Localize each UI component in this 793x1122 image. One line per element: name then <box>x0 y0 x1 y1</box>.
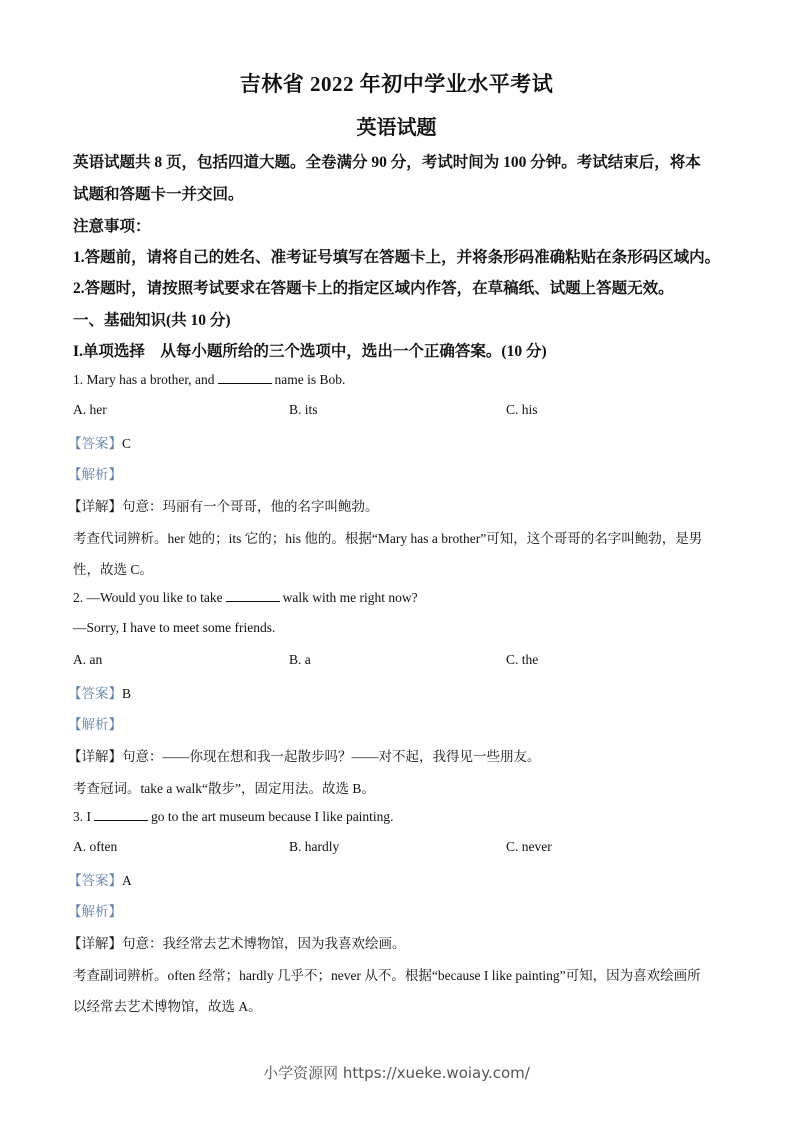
detail-meaning: 句意：我经常去艺术博物馆，因为我喜欢绘画。 <box>122 936 406 951</box>
question-stem-after: go to the art museum because I like painting. <box>151 809 394 824</box>
question-3-analysis-label: 【解析】 <box>68 904 122 919</box>
note-item-1: 1.答题前，请将自己的姓名、准考证号填写在答题卡上，并将条形码准确粘贴在条形码区域内。 <box>73 249 721 266</box>
question-stem-after: name is Bob. <box>274 372 346 387</box>
question-stem-after: walk with me right now? <box>282 590 418 605</box>
section-heading: 一、基础知识(共 10 分) <box>73 312 231 329</box>
question-1-option-a: A. her <box>73 402 107 417</box>
question-2-detail <box>68 745 541 765</box>
question-2-stem-line-2: —Sorry, I have to meet some friends. <box>73 620 276 635</box>
answer-value: B <box>122 686 132 701</box>
question-3-explanation-line-1: 考查副词辨析。often 经常；hardly 几乎不；never 从不。根据“because I like painting”可知，因为喜欢绘画所 <box>73 968 701 983</box>
question-3-answer <box>68 869 132 889</box>
note-item-2: 2.答题时，请按照考试要求在答题卡上的指定区域内作答，在草稿纸、试题上答题无效。 <box>73 280 674 297</box>
answer-label: 【答案】 <box>68 436 122 451</box>
question-2-stem <box>73 589 418 606</box>
question-3-stem <box>73 808 394 825</box>
detail-meaning: 句意：——你现在想和我一起散步吗？——对不起，我得见一些朋友。 <box>122 749 541 764</box>
answer-blank <box>218 371 272 384</box>
question-1-analysis-label: 【解析】 <box>68 467 122 482</box>
question-2-explanation-line-1: 考查冠词。take a walk“散步”，固定用法。故选 B。 <box>73 781 375 796</box>
question-3-explanation-line-2: 以经常去艺术博物馆，故选 A。 <box>73 999 262 1014</box>
answer-blank <box>226 589 280 602</box>
answer-label: 【答案】 <box>68 873 122 888</box>
question-2-option-b: B. a <box>289 652 311 667</box>
question-1-answer <box>68 432 131 452</box>
detail-meaning: 句意：玛丽有一个哥哥，他的名字叫鲍勃。 <box>122 499 379 514</box>
question-stem-before: 3. I <box>73 809 91 824</box>
intro-line-1: 英语试题共 8 页，包括四道大题。全卷满分 90 分，考试时间为 100 分钟。考试结束后，将本 <box>73 154 701 171</box>
exam-subtitle: 英语试题 <box>356 117 437 139</box>
question-2-answer <box>68 682 131 702</box>
question-1-detail <box>68 495 379 515</box>
question-1-option-b: B. its <box>289 402 318 417</box>
part-heading: I.单项选择 从每小题所给的三个选项中，选出一个正确答案。(10 分) <box>73 343 547 360</box>
notes-heading: 注意事项： <box>73 218 151 235</box>
question-3-detail <box>68 932 406 952</box>
question-3-option-b: B. hardly <box>289 839 340 854</box>
intro-line-2: 试题和答题卡一并交回。 <box>73 186 244 203</box>
question-1-explanation-line-2: 性，故选 C。 <box>73 562 153 577</box>
answer-label: 【答案】 <box>68 686 122 701</box>
question-2-analysis-label: 【解析】 <box>68 717 122 732</box>
question-stem-before: 2. —Would you like to take <box>73 590 223 605</box>
exam-title: 吉林省 2022 年初中学业水平考试 <box>239 72 554 96</box>
question-2-option-a: A. an <box>73 652 103 667</box>
detail-label: 【详解】 <box>68 749 122 764</box>
detail-label: 【详解】 <box>68 499 122 514</box>
answer-value: C <box>122 436 132 451</box>
question-stem-before: 1. Mary has a brother, and <box>73 372 215 387</box>
question-3-option-c: C. never <box>506 839 552 854</box>
question-1-option-c: C. his <box>506 402 538 417</box>
detail-label: 【详解】 <box>68 936 122 951</box>
answer-value: A <box>122 873 132 888</box>
question-3-option-a: A. often <box>73 839 118 854</box>
question-1-explanation-line-1: 考查代词辨析。her 她的；its 它的；his 他的。根据“Mary has a brother”可知，这个哥哥的名字叫鲍勃，是男 <box>73 531 703 546</box>
question-1-stem <box>73 371 345 388</box>
footer-watermark: 小学资源网 https://xueke.woiay.com/ <box>263 1064 530 1082</box>
question-2-option-c: C. the <box>506 652 539 667</box>
answer-blank <box>94 808 148 821</box>
